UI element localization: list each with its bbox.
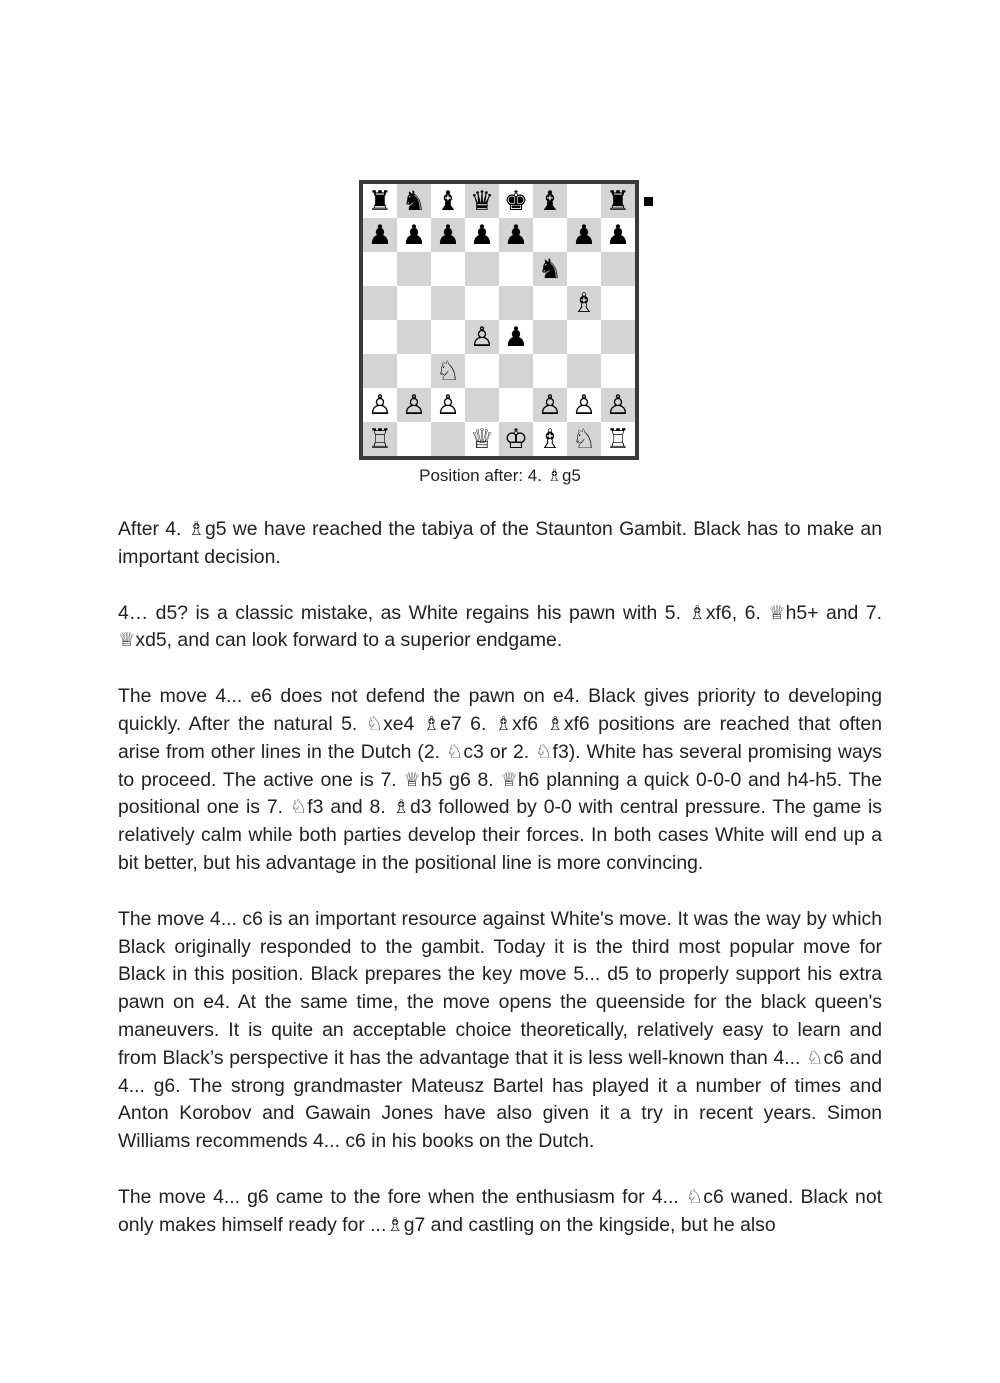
body-text [118, 516, 882, 1268]
square-a4 [363, 320, 397, 354]
paragraph: 4… d5? is a classic mistake, as White regains his pawn with 5. ♗xf6, 6. ♕h5+ and 7. ♕xd5, and can look forward to a superior endgame. [118, 601, 882, 652]
chess-piece-icon: ♘ [571, 423, 597, 455]
square-g5 [567, 286, 601, 320]
chess-piece-icon: ♟ [469, 219, 495, 251]
square-a6 [363, 252, 397, 286]
chess-piece-icon: ♘ [435, 355, 461, 387]
chess-piece-icon: ♜ [367, 185, 393, 217]
square-e8 [499, 184, 533, 218]
square-c1 [431, 422, 465, 456]
square-h6 [601, 252, 635, 286]
square-h7 [601, 218, 635, 252]
square-b8 [397, 184, 431, 218]
square-b1 [397, 422, 431, 456]
square-g6 [567, 252, 601, 286]
chess-piece-icon: ♟ [503, 219, 529, 251]
square-f5 [533, 286, 567, 320]
square-h4 [601, 320, 635, 354]
chess-piece-icon: ♙ [401, 389, 427, 421]
paragraph: The move 4... g6 came to the fore when the enthusiasm for 4... ♘c6 waned. Black not only makes himself ready for ...♗g7 and castling on the kingside, but he also [118, 1185, 882, 1236]
square-g2 [567, 388, 601, 422]
square-b7 [397, 218, 431, 252]
square-g4 [567, 320, 601, 354]
square-g1 [567, 422, 601, 456]
chess-piece-icon: ♚ [503, 185, 529, 217]
square-e1 [499, 422, 533, 456]
square-h2 [601, 388, 635, 422]
chess-piece-icon: ♟ [503, 321, 529, 353]
chess-piece-icon: ♖ [605, 423, 631, 455]
square-c6 [431, 252, 465, 286]
square-a2 [363, 388, 397, 422]
square-b2 [397, 388, 431, 422]
square-g7 [567, 218, 601, 252]
square-d1 [465, 422, 499, 456]
chess-piece-icon: ♟ [435, 219, 461, 251]
square-h5 [601, 286, 635, 320]
square-d4 [465, 320, 499, 354]
square-e4 [499, 320, 533, 354]
square-d3 [465, 354, 499, 388]
square-e2 [499, 388, 533, 422]
chess-piece-icon: ♔ [503, 423, 529, 455]
square-f8 [533, 184, 567, 218]
square-e6 [499, 252, 533, 286]
chess-piece-icon: ♞ [401, 185, 427, 217]
square-c8 [431, 184, 465, 218]
chess-piece-icon: ♗ [571, 287, 597, 319]
chess-piece-icon: ♙ [571, 389, 597, 421]
chess-piece-icon: ♛ [469, 185, 495, 217]
chess-diagram [359, 180, 639, 460]
square-f3 [533, 354, 567, 388]
chess-board [359, 180, 639, 460]
square-b4 [397, 320, 431, 354]
square-b5 [397, 286, 431, 320]
chess-piece-icon: ♝ [537, 185, 563, 217]
square-c5 [431, 286, 465, 320]
chess-piece-icon: ♟ [605, 219, 631, 251]
paragraph: The move 4... c6 is an important resource against White's move. It was the way by which Black originally responded to the gambit. Today it is the third most popular move for Black in this position. Black prepares the key move 5... d5 to properly support his extra pawn on e4. At the same time, the move opens the queenside for the black queen's maneuvers. It is quite an acceptable choice theoretically, relatively easy to learn and from Black’s perspective it has the advantage that it is less well-known than 4... ♘c6 and 4... g6. The strong grandmaster Mateusz Bartel has played it a number of times and Anton Korobov and Gawain Jones have also given it a try in recent years. Simon Williams recommends 4... c6 in his books on the Dutch. [118, 907, 882, 1153]
square-h1 [601, 422, 635, 456]
square-c7 [431, 218, 465, 252]
square-b3 [397, 354, 431, 388]
chess-piece-icon: ♙ [435, 389, 461, 421]
square-c3 [431, 354, 465, 388]
square-e5 [499, 286, 533, 320]
square-b6 [397, 252, 431, 286]
paragraph: After 4. ♗g5 we have reached the tabiya of the Staunton Gambit. Black has to make an important decision. [118, 518, 882, 568]
square-c2 [431, 388, 465, 422]
square-f4 [533, 320, 567, 354]
chess-piece-icon: ♞ [537, 253, 563, 285]
square-a8 [363, 184, 397, 218]
chess-piece-icon: ♗ [537, 423, 563, 455]
square-a7 [363, 218, 397, 252]
square-d8 [465, 184, 499, 218]
square-f7 [533, 218, 567, 252]
black-to-move-marker [644, 197, 653, 206]
square-d2 [465, 388, 499, 422]
square-f2 [533, 388, 567, 422]
chess-piece-icon: ♙ [605, 389, 631, 421]
chess-piece-icon: ♟ [401, 219, 427, 251]
square-h8 [601, 184, 635, 218]
paragraph: The move 4... e6 does not defend the pawn on e4. Black gives priority to developing quickly. After the natural 5. ♘xe4 ♗e7 6. ♗xf6 ♗xf6 positions are reached that often arise from other lines in the Dutch (2. ♘c3 or 2. ♘f3). White has several promising ways to proceed. The active one is 7. ♕h5 g6 8. ♕h6 planning a quick 0-0-0 and h4-h5. The positional one is 7. ♘f3 and 8. ♗d3 followed by 0-0 with central pressure. The game is relatively calm while both parties develop their forces. In both cases White will end up a bit better, but his advantage in the positional line is more convincing. [118, 685, 882, 874]
chess-piece-icon: ♜ [605, 185, 631, 217]
chess-piece-icon: ♙ [537, 389, 563, 421]
square-d7 [465, 218, 499, 252]
diagram-caption: Position after: 4. ♗g5 [419, 466, 581, 485]
chess-piece-icon: ♙ [367, 389, 393, 421]
square-g3 [567, 354, 601, 388]
square-c4 [431, 320, 465, 354]
square-e7 [499, 218, 533, 252]
chess-piece-icon: ♟ [571, 219, 597, 251]
square-d5 [465, 286, 499, 320]
square-f1 [533, 422, 567, 456]
chess-piece-icon: ♕ [469, 423, 495, 455]
square-d6 [465, 252, 499, 286]
chess-piece-icon: ♟ [367, 219, 393, 251]
chess-piece-icon: ♙ [469, 321, 495, 353]
square-a1 [363, 422, 397, 456]
square-e3 [499, 354, 533, 388]
chess-piece-icon: ♖ [367, 423, 393, 455]
square-a5 [363, 286, 397, 320]
square-a3 [363, 354, 397, 388]
square-h3 [601, 354, 635, 388]
chess-piece-icon: ♝ [435, 185, 461, 217]
square-g8 [567, 184, 601, 218]
square-f6 [533, 252, 567, 286]
